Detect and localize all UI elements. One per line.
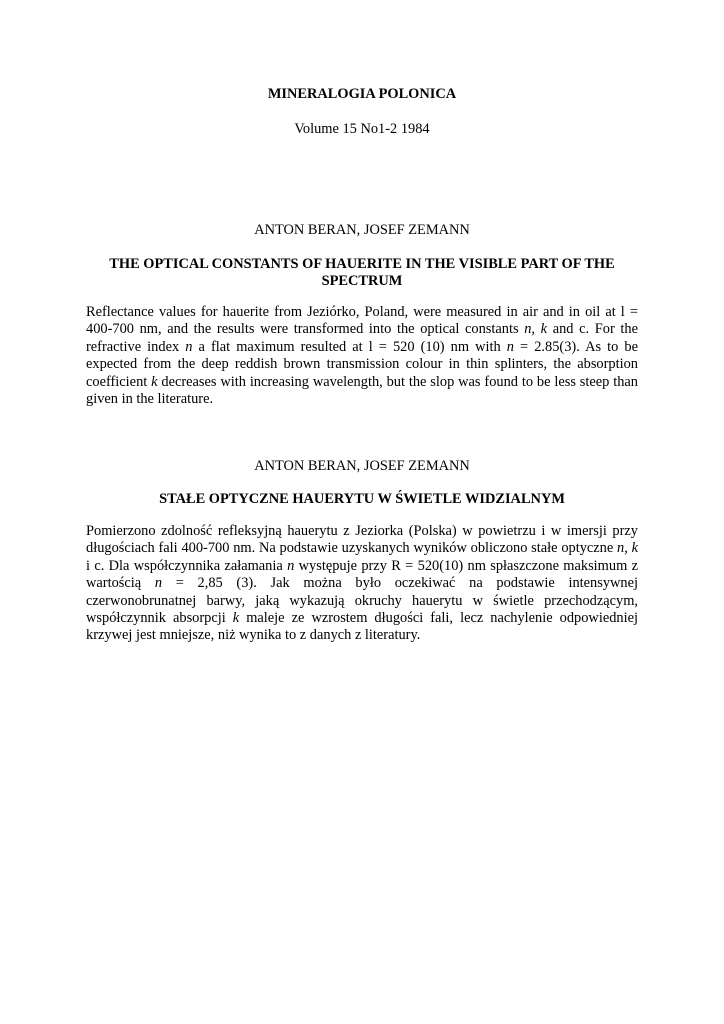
journal-volume: Volume 15 No1-2 1984 (294, 121, 430, 137)
english-abstract-text-1: Reflectance values for hauerite from Jeziórko, Poland, were measured in air and in oil at l = 400-700 nm, and the results were transformed into the optical constants (86, 304, 638, 338)
polish-abstract (86, 523, 638, 645)
english-abstract-italic-1: n, k (524, 321, 548, 338)
polish-title: STAŁE OPTYCZNE HAUERYTU W ŚWIETLE WIDZIALNYM (159, 491, 565, 507)
polish-abstract-text-3: występuje przy R = 520(10) nm spłaszczone maksimum z wartością (86, 557, 638, 592)
polish-abstract-text-5: maleje ze wzrostem długości fali, lecz nachylenie odpowiedniej krzywej jest mniejsze, niż wynika to z danych z literatury. (86, 610, 638, 644)
english-abstract-text-4: = 2.85(3). As to be expected from the deep reddish brown transmission colour in thin splinters, the absorption coefficient (86, 338, 638, 390)
english-title: THE OPTICAL CONSTANTS OF HAUERITE IN THE VISIBLE PART OF THE SPECTRUM (109, 256, 615, 289)
english-authors: ANTON BERAN, JOSEF ZEMANN (254, 222, 470, 238)
english-abstract-italic-3: n (506, 338, 514, 355)
polish-abstract-italic-4: k (232, 610, 240, 627)
english-abstract-italic-4: k (151, 373, 158, 390)
english-abstract-text-3: a flat maximum resulted at l = 520 (10) nm with (192, 338, 507, 355)
polish-abstract-text-1: Pomierzono zdolność refleksyjną hauerytu z Jeziorka (Polska) w powietrzu i w imersji przy długościach fali 400-700 nm. Na podstawie uzyskanych wyników obliczono stałe optyczne (86, 523, 638, 557)
polish-abstract-italic-1: n, k (617, 540, 638, 557)
english-abstract-text-5: decreases with increasing wavelength, but the slop was found to be less steep than given in the literature. (86, 373, 638, 408)
polish-authors: ANTON BERAN, JOSEF ZEMANN (254, 458, 470, 474)
english-abstract (86, 304, 638, 408)
polish-abstract-italic-2: n (287, 557, 295, 574)
polish-abstract-italic-3: n (154, 575, 163, 592)
polish-abstract-text-2: i c. Dla współczynnika załamania (86, 557, 288, 574)
english-abstract-italic-2: n (185, 338, 193, 355)
english-abstract-text-2: and c. For the refractive index (86, 321, 638, 355)
polish-abstract-text-4: = 2,85 (3). Jak można było oczekiwać na podstawie intensywnej czerwonobrunatnej barwy, jaką wykazują okruchy hauerytu w świetle przechodzącym, współczynnik absorpcji (86, 575, 638, 627)
journal-name: MINERALOGIA POLONICA (267, 86, 457, 102)
